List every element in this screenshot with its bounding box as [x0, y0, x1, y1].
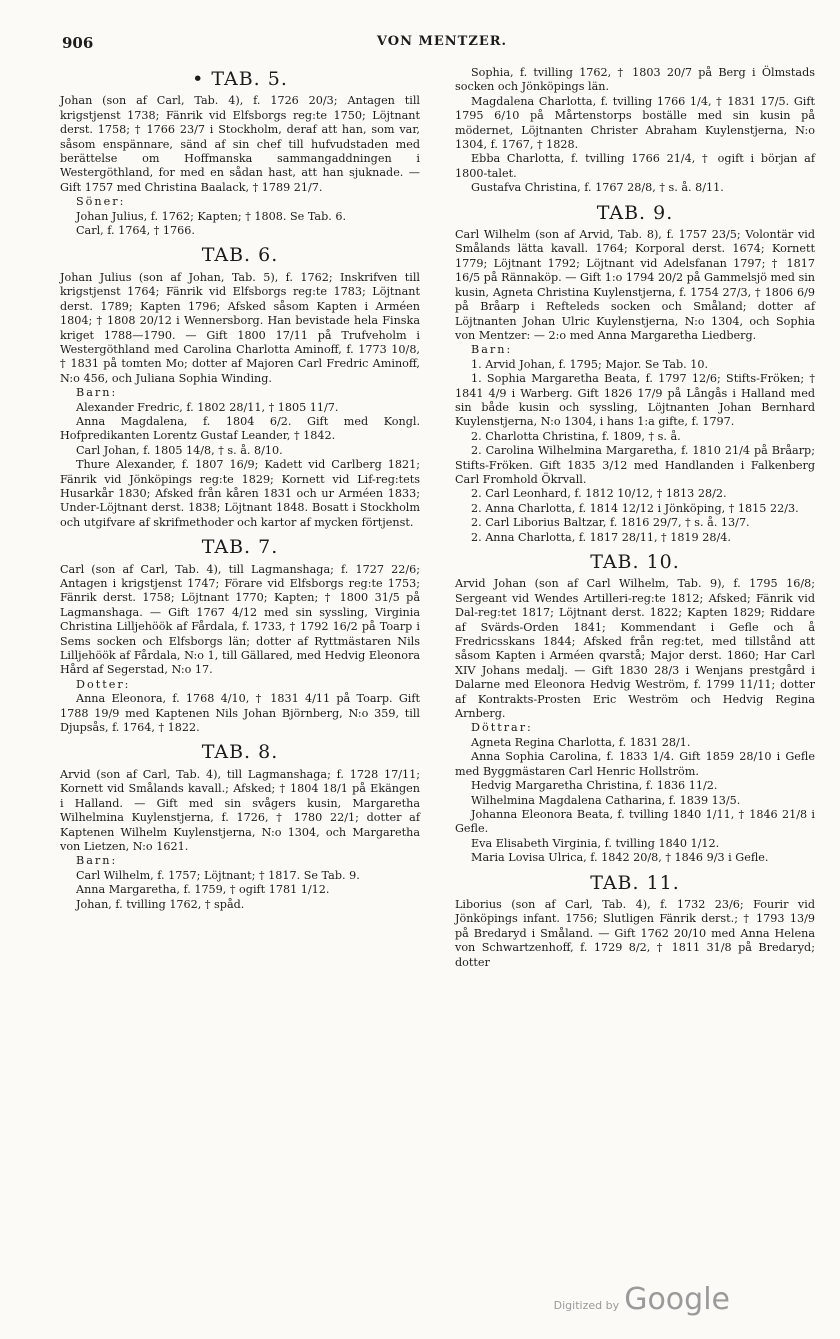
- tab-heading: TAB. 8.: [201, 741, 279, 764]
- google-logo-text: Google: [624, 1282, 730, 1317]
- entry-line: 2. Charlotta Christina, f. 1809, † s. å.: [471, 429, 681, 443]
- entry-paragraph: Arvid (son af Carl, Tab. 4), till Lagmanshaga; f. 1728 17/11; Kornett vid Smålands kavall.; Afsked; † 1804 18/1 på Ekängen i Halland. — Gift med sin svågers kusin, Margaretha Wilhelmina Kuylenstjerna, f. 1726, † 1780 22/1; dotter af Kaptenen Wilhelm Kuylenstjerna, N:o 1304, och Margaretha von Lietzen, N:o 1621.: [60, 767, 420, 853]
- entry-line: Hedvig Margaretha Christina, f. 1836 11/2.: [471, 779, 718, 793]
- entry-line: 2. Anna Charlotta, f. 1817 28/11, † 1819 28/4.: [471, 530, 731, 544]
- entry-line: 2. Carl Liborius Baltzar, f. 1816 29/7, † s. å. 13/7.: [471, 516, 750, 530]
- section-subheading: Barn:: [471, 343, 513, 357]
- entry-line: Sophia, f. tvilling 1762, † 1803 20/7 på Berg i Ölmstads socken och Jönköpings län.: [455, 66, 815, 94]
- entry-line: Magdalena Charlotta, f. tvilling 1766 1/4, † 1831 17/5. Gift 1795 6/10 på Mårtenstorps boställe med sin kusin på mödernet, Löjtnanten Christer Abraham Kuylenstjerna, N:o 1304, f. 1767, † 1828.: [455, 94, 815, 152]
- section-subheading: Döttrar:: [471, 721, 533, 735]
- entry-line: 2. Carolina Wilhelmina Margaretha, f. 1810 21/4 på Bråarp; Stifts-Fröken. Gift 1835 3/12 med Handlanden i Falkenberg Carl Fromhold Ökrvall.: [455, 444, 815, 486]
- entry-line: 1. Arvid Johan, f. 1795; Major. Se Tab. 10.: [471, 357, 709, 371]
- entry-paragraph: Carl Wilhelm (son af Arvid, Tab. 8), f. 1757 23/5; Volontär vid Smålands lätta kavall. 1764; Korporal derst. 1674; Kornett 1779; Löjtnant 1792; Löjtnant vid Adelsfanan 1797; † 1817 16/5 på Rännaköp. — Gift 1:o 1794 20/2 på Gammelsjö med sin kusin, Agneta Christina Kuylenstjerna, f. 1754 27/3, † 1806 6/9 på Bråarp i Refteleds socken och Småland; dotter af Löjtnanten Johan Ulric Kuylenstjerna, N:o 1304, och Sophia von Mentzer: — 2:o med Anna Margaretha Liedberg.: [455, 228, 816, 342]
- right-column: [455, 66, 815, 970]
- section-subheading: Söner:: [76, 195, 126, 209]
- tab-heading: TAB. 10.: [590, 551, 680, 573]
- page-header: [62, 34, 822, 58]
- tab-heading: TAB. 6.: [201, 244, 279, 267]
- entry-line: Anna Sophia Carolina, f. 1833 1/4. Gift 1859 28/10 i Gefle med Byggmästaren Carl Henric Hollström.: [455, 750, 815, 778]
- digitized-watermark: [554, 1282, 730, 1317]
- entry-line: Gustafva Christina, f. 1767 28/8, † s. å. 8/11.: [471, 181, 724, 195]
- tab-heading: TAB. 7.: [201, 536, 279, 559]
- entry-line: Johan Julius, f. 1762; Kapten; † 1808. Se Tab. 6.: [76, 209, 347, 223]
- entry-line: Anna Magdalena, f. 1804 6/2. Gift med Kongl. Hofpredikanten Lorentz Gustaf Leander, † 1842.: [60, 414, 420, 443]
- entry-line: 2. Carl Leonhard, f. 1812 10/12, † 1813 28/2.: [471, 487, 727, 501]
- running-title: VON MENTZER.: [376, 34, 508, 49]
- entry-line: Carl, f. 1764, † 1766.: [76, 224, 195, 238]
- entry-line: Maria Lovisa Ulrica, f. 1842 20/8, † 1846 9/3 i Gefle.: [471, 851, 769, 865]
- entry-line: Ebba Charlotta, f. tvilling 1766 21/4, † ogift i början af 1800-talet.: [455, 152, 815, 180]
- entry-line: 2. Anna Charlotta, f. 1814 12/12 i Jönköping, † 1815 22/3.: [471, 501, 799, 515]
- entry-line: Johanna Eleonora Beata, f. tvilling 1840 1/11, † 1846 21/8 i Gefle.: [455, 807, 815, 836]
- entry-line: Alexander Fredric, f. 1802 28/11, † 1805 11/7.: [76, 400, 339, 414]
- digitized-by-text: Digitized by: [553, 1299, 620, 1312]
- page-number: 906: [62, 34, 94, 52]
- entry-line: Wilhelmina Magdalena Catharina, f. 1839 13/5.: [471, 793, 741, 807]
- tab-heading: • TAB. 5.: [192, 68, 288, 90]
- entry-line: 1. Sophia Margaretha Beata, f. 1797 12/6; Stifts-Fröken; † 1841 4/9 i Warberg. Gift 1826 17/9 på Långås i Halland med sin både kusin och syssling, Löjtnanten Johan Bernhard Kuylenstjerna, N:o 1304, i hans 1:a gifte, f. 1797.: [455, 372, 815, 429]
- entry-paragraph: Johan (son af Carl, Tab. 4), f. 1726 20/3; Antagen till krigstjenst 1738; Fänrik vid Elfsborgs reg:te 1750; Löjtnant derst. 1758; † 1766 23/7 i Stockholm, deraf att han, som var, såsom enspännare, sänd af sin chef till hufvudstaden med berättelse om Hoffmanska sammangaddningen i Westergöthland, for med en sådan hast, att han sjuknade. — Gift 1757 med Christina Baalack, † 1789 21/7.: [60, 94, 420, 194]
- entry-line: Anna Eleonora, f. 1768 4/10, † 1831 4/11 på Toarp. Gift 1788 19/9 med Kaptenen Nils Johan Björnberg, N:o 359, till Djupsås, f. 1764, † 1822.: [60, 692, 420, 735]
- entry-paragraph: Carl (son af Carl, Tab. 4), till Lagmanshaga; f. 1727 22/6; Antagen i krigstjenst 1747; Förare vid Elfsborgs reg:te 1753; Fänrik derst. 1758; Löjtnant 1770; Kapten; † 1800 31/5 på Lagmanshaga. — Gift 1767 4/12 med sin syssling, Virginia Christina Lilljehöök af Fårdala, f. 1733, † 1792 16/2 på Toarp i Sems socken och Elfsborgs län; dotter af Ryttmästaren Nils Lilljehöök af Fårdala, N:o 1, till Gällared, med Hedvig Eleonora Hård af Segerstad, N:o 17.: [60, 562, 420, 677]
- tab-heading: TAB. 9.: [596, 201, 674, 224]
- entry-line: Thure Alexander, f. 1807 16/9; Kadett vid Carlberg 1821; Fänrik vid Jönköpings reg:te 1829; Kornett vid Lif-reg:tets Husarkår 1830; Afsked från kåren 1831 och ur Arméen 1833; Under-Löjtnant derst. 1838; Löjtnant 1848. Bosatt i Stockholm och utgifvare af skrifmethoder och kartor af mycken förtjenst.: [60, 458, 420, 529]
- section-subheading: Dotter:: [76, 677, 131, 691]
- entry-paragraph: Arvid Johan (son af Carl Wilhelm, Tab. 9), f. 1795 16/8; Sergeant vid Wendes Artilleri-reg:te 1812; Afsked; Fänrik vid Dal-reg:tet 1817; Löjtnant derst. 1822; Kapten 1829; Riddare af Svärds-Orden 1841; Kommendant i Gefle och å Fredricsskans 1844; Afsked från reg:tet, med tillstånd att såsom Kapten i Arméen qvarstå; Major derst. 1860; Har Carl XIV Johans medalj. — Gift 1830 28/3 i Wenjans prestgård i Dalarne med Eleonora Hedvig Weström, f. 1799 11/11; dotter af Kontrakts-Prosten Eric Weström och Hedvig Regina Arnberg.: [455, 577, 815, 721]
- entry-line: Carl Johan, f. 1805 14/8, † s. å. 8/10.: [76, 443, 283, 457]
- entry-line: Agneta Regina Charlotta, f. 1831 28/1.: [471, 735, 691, 749]
- entry-paragraph: Liborius (son af Carl, Tab. 4), f. 1732 23/6; Fourir vid Jönköpings infant. 1756; Slutligen Fänrik derst.; † 1793 13/9 på Bredaryd i Småland. — Gift 1762 20/10 med Anna Helena von Schwartzenhoff, f. 1729 8/2, † 1811 31/8 på Bredaryd; dotter: [455, 897, 815, 969]
- entry-line: Johan, f. tvilling 1762, † spåd.: [76, 897, 245, 911]
- entry-paragraph: Johan Julius (son af Johan, Tab. 5), f. 1762; Inskrifven till krigstjenst 1764; Fänrik vid Elfsborgs reg:te 1783; Löjtnant derst. 1789; Kapten 1796; Afsked såsom Kapten i Arméen 1804; † 1808 20/12 i Wennersborg. Han bevistade hela Finska kriget 1788—1790. — Gift 1800 17/11 på Trufveholm i Westergöthland med Carolina Charlotta Aminoff, f. 1773 10/8, † 1831 på tomten Mo; dotter af Majoren Carl Fredric Aminoff, N:o 456, och Juliana Sophia Winding.: [60, 270, 420, 385]
- left-column: [60, 66, 420, 912]
- entry-line: Anna Margaretha, f. 1759, † ogift 1781 1/12.: [76, 883, 330, 897]
- entry-line: Carl Wilhelm, f. 1757; Löjtnant; † 1817. Se Tab. 9.: [76, 868, 360, 882]
- entry-line: Eva Elisabeth Virginia, f. tvilling 1840 1/12.: [471, 836, 720, 850]
- section-subheading: Barn:: [76, 854, 118, 868]
- tab-heading: TAB. 11.: [590, 871, 680, 894]
- section-subheading: Barn:: [76, 386, 118, 400]
